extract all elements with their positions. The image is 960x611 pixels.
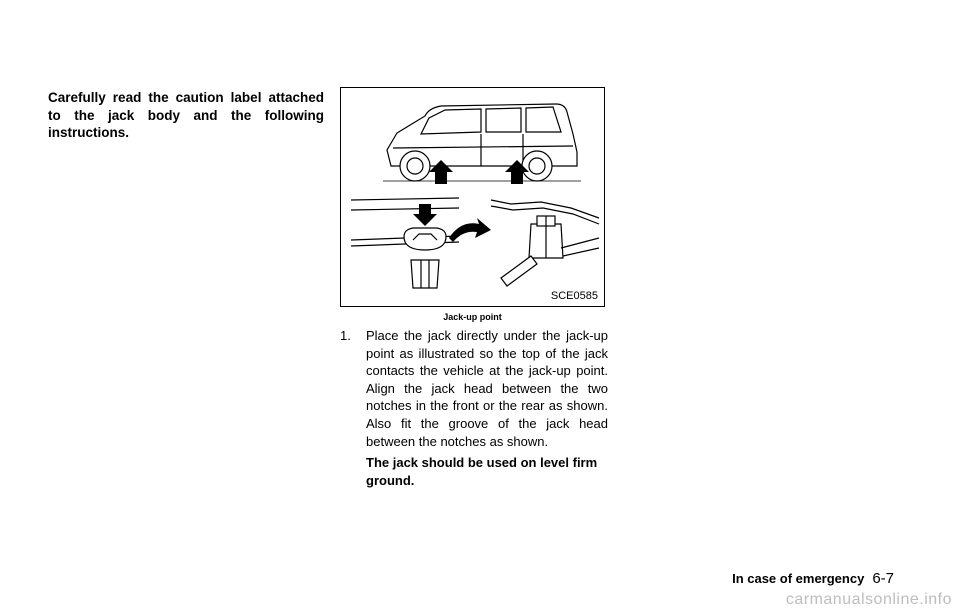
jack-up-illustration [341,88,604,306]
instruction-step [340,327,608,489]
step-text: Place the jack directly under the jack-up point as illustrated so the top of the jack contacts the vehicle at the jack-up point. Align the jack head between the two notches in the front or the rear as shown. Also fit the groove of the jack head between the notches as shown. [366,328,608,449]
caution-paragraph: Carefully read the caution label attached to the jack body and the following instructions. [48,90,324,140]
figure-caption: Jack-up point [443,312,502,322]
jack-detail-right [491,200,599,286]
footer-section-title: In case of emergency [732,571,865,586]
watermark: carmanualsonline.info [785,591,952,608]
down-arrow [413,204,437,226]
curved-arrow [449,218,491,242]
page-footer [732,570,894,587]
minivan-drawing [383,104,581,181]
jack-up-point-figure [340,87,605,307]
figure-id: SCE0585 [550,290,598,302]
step-note: The jack should be used on level firm ground. [366,455,598,488]
step-number: 1. [340,328,351,343]
sill-detail-left [351,198,459,288]
page-number: 6-7 [872,570,894,587]
